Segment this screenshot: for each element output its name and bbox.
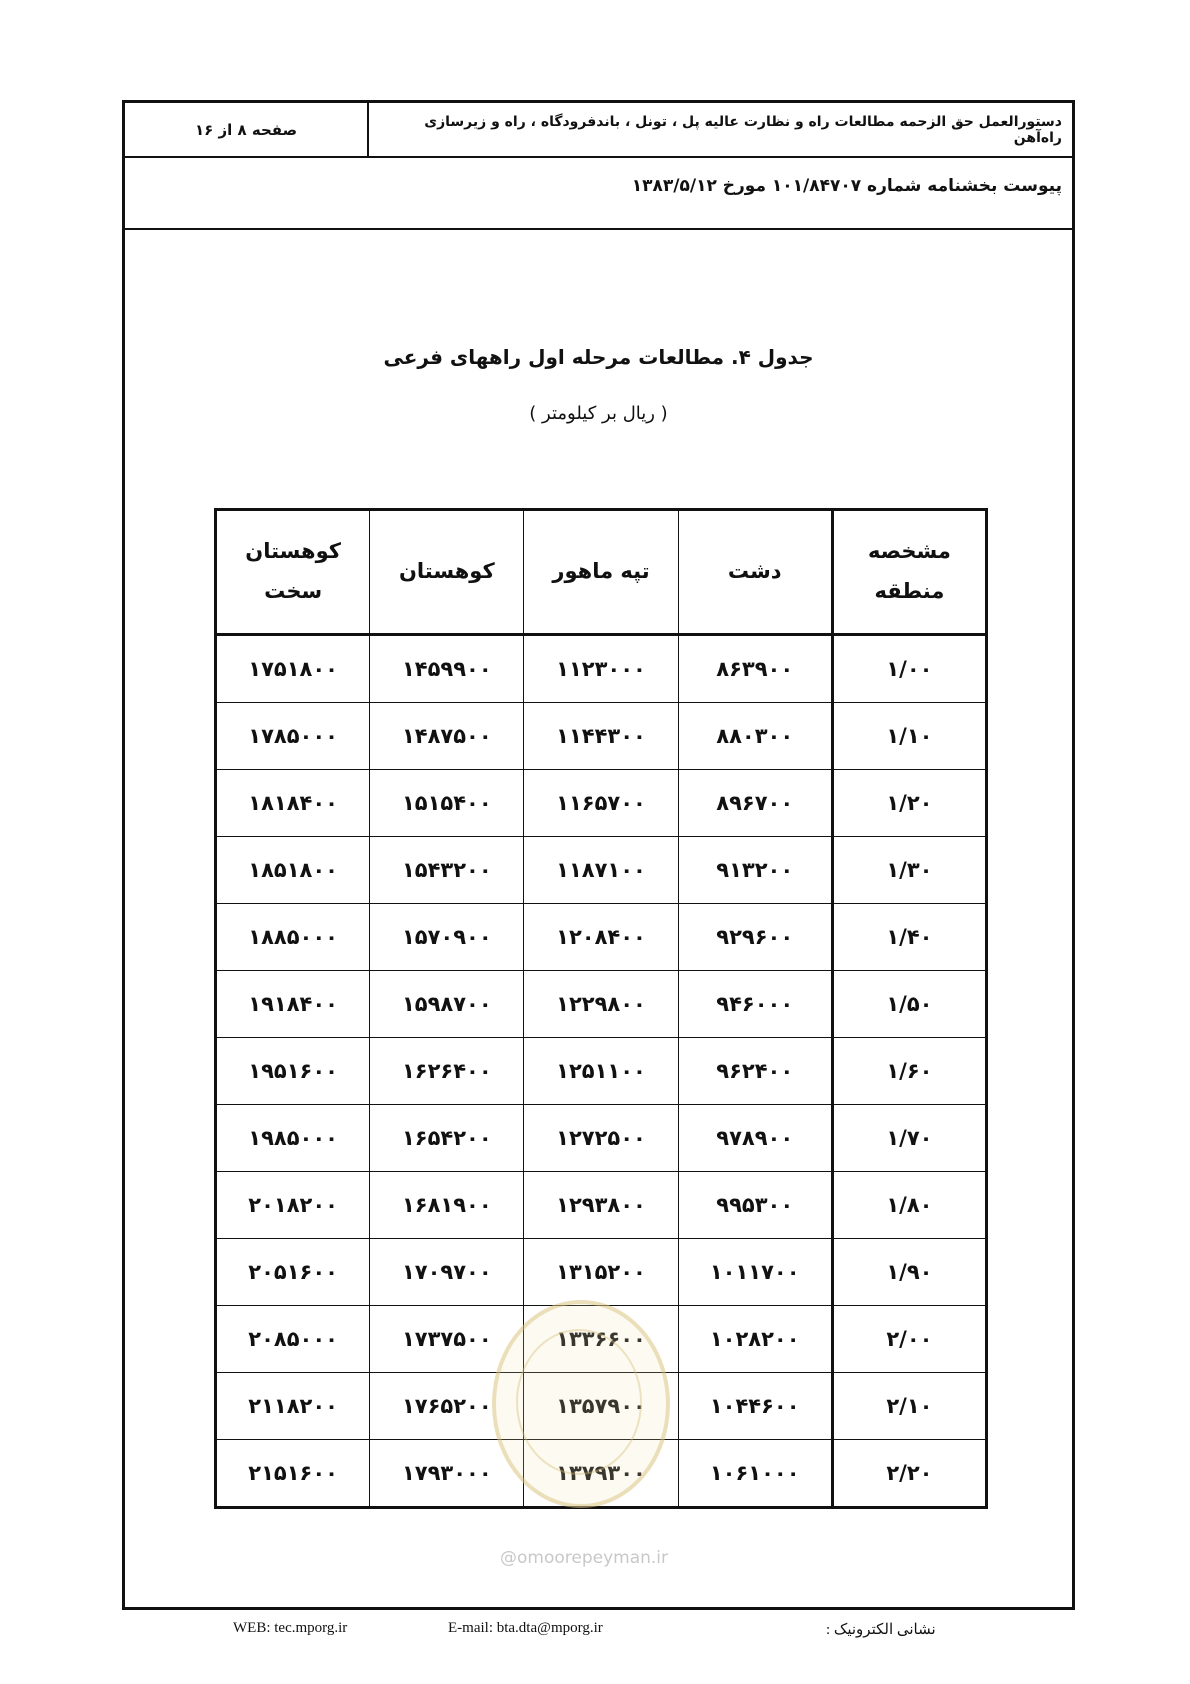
page-number: صفحه ۸ از ۱۶ xyxy=(125,103,369,156)
fee-cell: ۱۵۷۰۹۰۰ xyxy=(370,904,524,971)
fee-cell: ۱۹۸۵۰۰۰ xyxy=(216,1105,370,1172)
table-row xyxy=(216,770,987,837)
column-header: کوهستان xyxy=(370,510,524,635)
region-coefficient-cell: ۲/۱۰ xyxy=(832,1373,986,1440)
fee-cell: ۱۴۵۹۹۰۰ xyxy=(370,635,524,703)
table-row xyxy=(216,1038,987,1105)
fee-cell: ۱۳۳۶۶۰۰ xyxy=(524,1306,678,1373)
fee-cell: ۱۱۲۳۰۰۰ xyxy=(524,635,678,703)
region-coefficient-cell: ۲/۲۰ xyxy=(832,1440,986,1508)
fee-cell: ۲۱۱۸۲۰۰ xyxy=(216,1373,370,1440)
table-title: جدول ۴. مطالعات مرحله اول راههای فرعی xyxy=(383,345,814,369)
seal-watermark xyxy=(492,1300,670,1508)
fee-cell: ۱۲۵۱۱۰۰ xyxy=(524,1038,678,1105)
fee-cell: ۱۱۴۴۳۰۰ xyxy=(524,703,678,770)
region-coefficient-cell: ۱/۵۰ xyxy=(832,971,986,1038)
fee-cell: ۱۰۴۴۶۰۰ xyxy=(678,1373,832,1440)
fee-cell: ۱۰۶۱۰۰۰ xyxy=(678,1440,832,1508)
fee-cell: ۱۰۲۸۲۰۰ xyxy=(678,1306,832,1373)
fee-cell: ۱۵۹۸۷۰۰ xyxy=(370,971,524,1038)
footer-electronic-address-label: نشانی الکترونیک : xyxy=(826,1622,936,1638)
fee-cell: ۸۸۰۳۰۰ xyxy=(678,703,832,770)
fee-cell: ۱۵۱۵۴۰۰ xyxy=(370,770,524,837)
fee-cell: ۱۶۸۱۹۰۰ xyxy=(370,1172,524,1239)
attachment-row xyxy=(125,158,1072,230)
column-header: کوهستان سخت xyxy=(216,510,370,635)
fee-cell: ۱۶۲۶۴۰۰ xyxy=(370,1038,524,1105)
fee-cell: ۲۰۱۸۲۰۰ xyxy=(216,1172,370,1239)
fee-cell: ۱۷۳۷۵۰۰ xyxy=(370,1306,524,1373)
fee-cell: ۱۹۱۸۴۰۰ xyxy=(216,971,370,1038)
fee-cell: ۱۱۸۷۱۰۰ xyxy=(524,837,678,904)
fee-cell: ۲۰۵۱۶۰۰ xyxy=(216,1239,370,1306)
fee-cell: ۱۷۶۵۲۰۰ xyxy=(370,1373,524,1440)
fee-cell: ۸۹۶۷۰۰ xyxy=(678,770,832,837)
table-row xyxy=(216,1105,987,1172)
region-coefficient-cell: ۱/۹۰ xyxy=(832,1239,986,1306)
fee-cell: ۱۹۵۱۶۰۰ xyxy=(216,1038,370,1105)
fee-cell: ۱۴۸۷۵۰۰ xyxy=(370,703,524,770)
table-row xyxy=(216,971,987,1038)
fee-cell: ۹۱۳۲۰۰ xyxy=(678,837,832,904)
region-coefficient-cell: ۱/۸۰ xyxy=(832,1172,986,1239)
region-coefficient-cell: ۱/۱۰ xyxy=(832,703,986,770)
attachment-reference: پیوست بخشنامه شماره ۱۰۱/۸۴۷۰۷ مورخ ۱۳۸۳/۵/۱۲ xyxy=(631,176,1062,196)
fee-cell: ۹۹۵۳۰۰ xyxy=(678,1172,832,1239)
column-header: مشخصه منطقه xyxy=(832,510,986,635)
fee-cell: ۱۸۱۸۴۰۰ xyxy=(216,770,370,837)
watermark-text: @omoorepeyman.ir xyxy=(500,1548,669,1568)
fee-cell: ۱۰۱۱۷۰۰ xyxy=(678,1239,832,1306)
region-coefficient-cell: ۲/۰۰ xyxy=(832,1306,986,1373)
fee-cell: ۱۳۷۹۳۰۰ xyxy=(524,1440,678,1508)
fee-cell: ۱۸۵۱۸۰۰ xyxy=(216,837,370,904)
table-row xyxy=(216,1239,987,1306)
fee-cell: ۱۷۸۵۰۰۰ xyxy=(216,703,370,770)
column-header: تپه ماهور xyxy=(524,510,678,635)
fee-cell: ۱۱۶۵۷۰۰ xyxy=(524,770,678,837)
region-coefficient-cell: ۱/۶۰ xyxy=(832,1038,986,1105)
header-row xyxy=(125,103,1072,158)
seal-inner-ring xyxy=(516,1329,642,1475)
table-row xyxy=(216,635,987,703)
fee-cell: ۱۷۹۳۰۰۰ xyxy=(370,1440,524,1508)
fee-cell: ۱۳۱۵۲۰۰ xyxy=(524,1239,678,1306)
table-row xyxy=(216,1172,987,1239)
footer-email: E-mail: bta.dta@mporg.ir xyxy=(448,1620,603,1636)
table-subtitle: ( ریال بر کیلومتر ) xyxy=(529,403,668,424)
fee-cell: ۱۲۷۲۵۰۰ xyxy=(524,1105,678,1172)
region-coefficient-cell: ۱/۳۰ xyxy=(832,837,986,904)
column-header: دشت xyxy=(678,510,832,635)
fee-cell: ۱۸۸۵۰۰۰ xyxy=(216,904,370,971)
fee-cell: ۱۲۲۹۸۰۰ xyxy=(524,971,678,1038)
table-header-row xyxy=(216,510,987,635)
fee-cell: ۱۶۵۴۲۰۰ xyxy=(370,1105,524,1172)
region-coefficient-cell: ۱/۷۰ xyxy=(832,1105,986,1172)
fee-cell: ۹۷۸۹۰۰ xyxy=(678,1105,832,1172)
region-coefficient-cell: ۱/۴۰ xyxy=(832,904,986,971)
fee-cell: ۸۶۳۹۰۰ xyxy=(678,635,832,703)
fee-cell: ۱۲۰۸۴۰۰ xyxy=(524,904,678,971)
table-row xyxy=(216,837,987,904)
fee-cell: ۱۷۵۱۸۰۰ xyxy=(216,635,370,703)
document-title: دستورالعمل حق الزحمه مطالعات راه و نظارت عالیه پل ، تونل ، باندفرودگاه ، راه و زیرسازی راه‌آهن xyxy=(424,113,1062,146)
fee-cell: ۲۰۸۵۰۰۰ xyxy=(216,1306,370,1373)
fee-cell: ۹۴۶۰۰۰ xyxy=(678,971,832,1038)
region-coefficient-cell: ۱/۰۰ xyxy=(832,635,986,703)
fee-cell: ۱۳۵۷۹۰۰ xyxy=(524,1373,678,1440)
table-row xyxy=(216,703,987,770)
fee-cell: ۱۷۰۹۷۰۰ xyxy=(370,1239,524,1306)
fee-cell: ۱۵۴۳۲۰۰ xyxy=(370,837,524,904)
region-coefficient-cell: ۱/۲۰ xyxy=(832,770,986,837)
table-row xyxy=(216,904,987,971)
fee-cell: ۱۲۹۳۸۰۰ xyxy=(524,1172,678,1239)
fee-cell: ۹۲۹۶۰۰ xyxy=(678,904,832,971)
fee-cell: ۲۱۵۱۶۰۰ xyxy=(216,1440,370,1508)
footer-web: WEB: tec.mporg.ir xyxy=(233,1620,348,1636)
fee-cell: ۹۶۲۴۰۰ xyxy=(678,1038,832,1105)
